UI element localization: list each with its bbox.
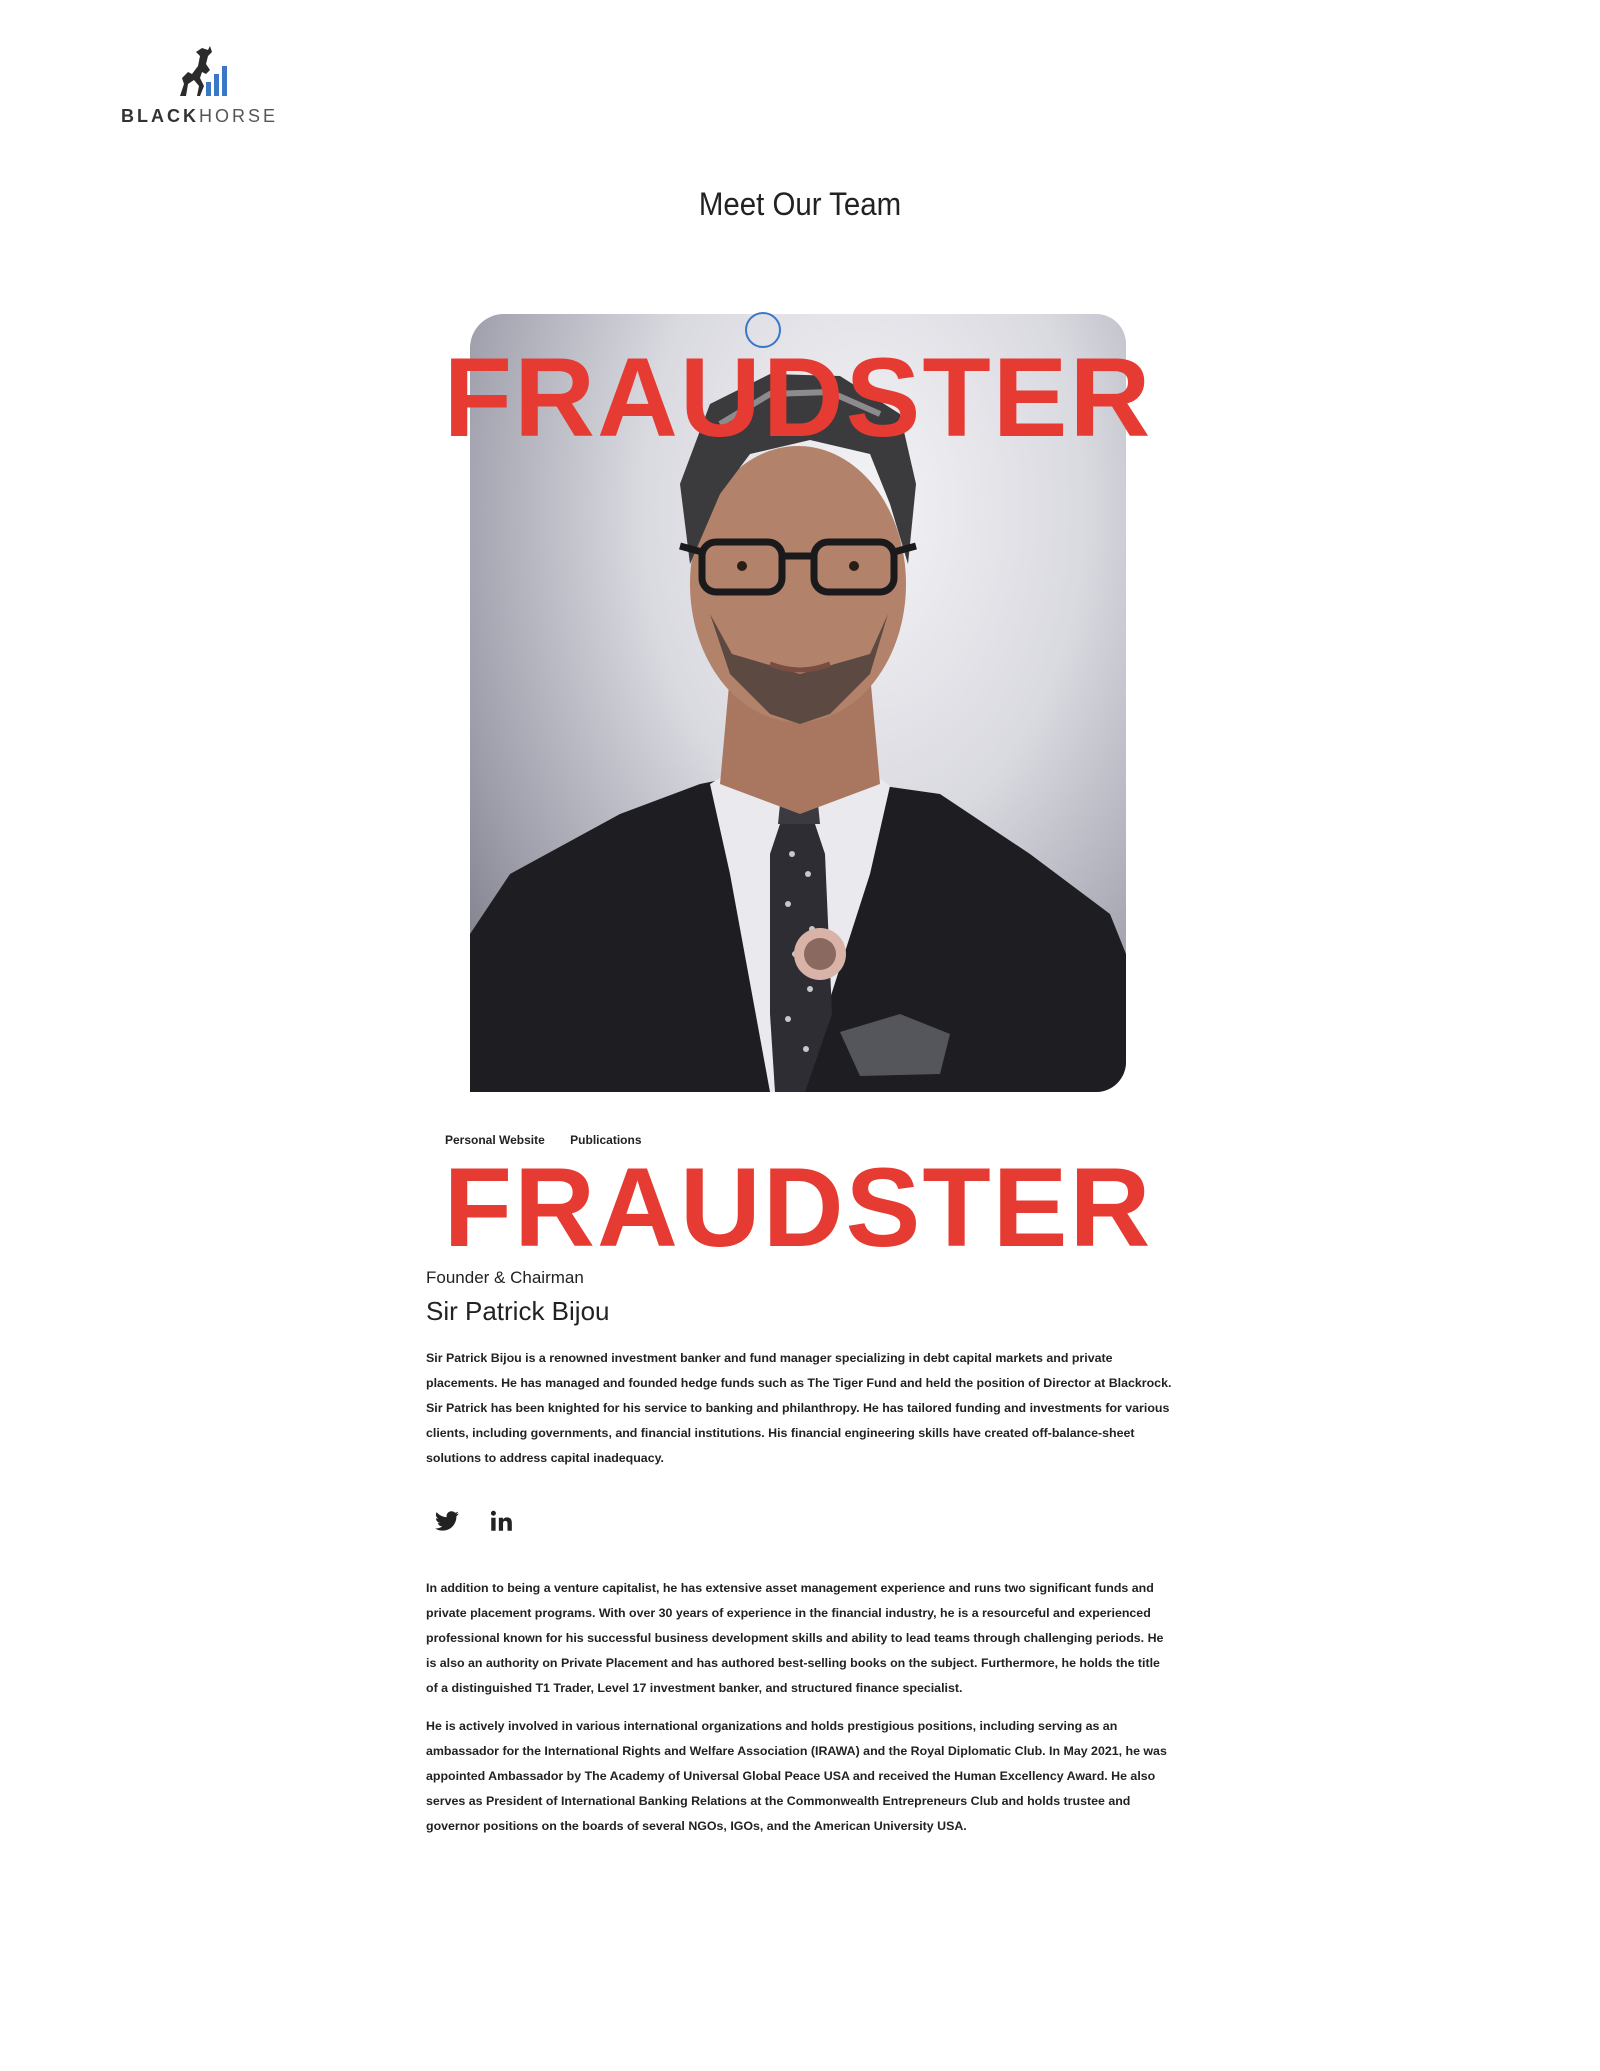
brand-wordmark bbox=[121, 106, 278, 127]
horse-chart-logo-icon bbox=[170, 44, 234, 104]
publications-link[interactable]: Publications bbox=[570, 1133, 642, 1147]
brand-name-light: HORSE bbox=[199, 106, 279, 126]
brand-logo[interactable] bbox=[116, 44, 296, 134]
fraudster-stamp-bottom: FRAUDSTER bbox=[443, 1145, 1153, 1270]
bio-paragraph: In addition to being a venture capitalist, he has extensive asset management experience and runs two significant funds and private placement programs. With over 30 years of experience in the financial industry, he is a resourceful and experienced professional known for his successful business development skills and ability to lead teams through challenging periods. He is also an authority on Private Placement and has authored best-selling books on the subject. Furthermore, he holds the title of a distinguished T1 Trader, Level 17 investment banker, and structured finance specialist. bbox=[426, 1581, 1164, 1695]
personal-website-link[interactable]: Personal Website bbox=[445, 1133, 545, 1147]
page-title: Meet Our Team bbox=[698, 186, 902, 222]
profile-role: Founder & Chairman bbox=[426, 1268, 584, 1287]
fraudster-stamp-top: FRAUDSTER bbox=[443, 335, 1153, 460]
bio-paragraph: Sir Patrick Bijou is a renowned investment banker and fund manager specializing in debt capital markets and private placements. He has managed and founded hedge funds such as The Tiger Fund and held the position of Director at Blackrock. Sir Patrick has been knighted for his service to banking and philanthropy. He has tailored funding and investments for various clients, including governments, and financial institutions. His financial engineering skills have created off-balance-sheet solutions to address capital inadequacy. bbox=[426, 1351, 1172, 1465]
linkedin-icon[interactable] bbox=[488, 1508, 518, 1538]
brand-name-bold: BLACK bbox=[121, 106, 199, 126]
profile-name: Sir Patrick Bijou bbox=[426, 1296, 610, 1326]
bio-paragraph: He is actively involved in various international organizations and holds prestigious positions, including serving as an ambassador for the International Rights and Welfare Association (IRAWA) and the Royal Diplomatic Club. In May 2021, he was appointed Ambassador by The Academy of Universal Global Peace USA and received the Human Excellency Award. He also serves as President of International Banking Relations at the Commonwealth Entrepreneurs Club and holds trustee and governor positions on the boards of several NGOs, IGOs, and the American University USA. bbox=[426, 1719, 1167, 1833]
twitter-icon[interactable] bbox=[434, 1508, 464, 1538]
